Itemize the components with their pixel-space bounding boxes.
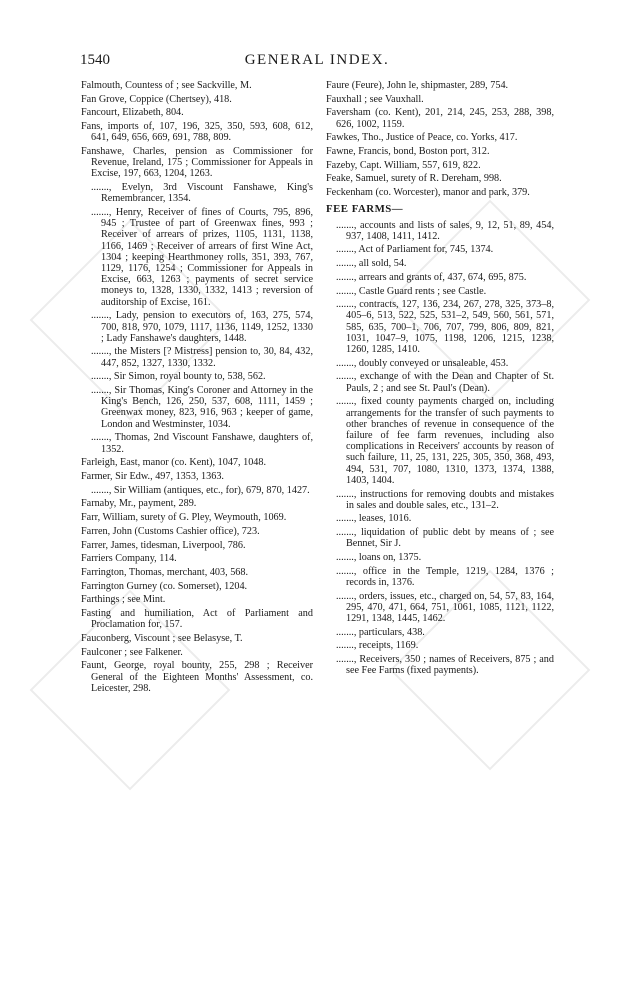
index-entry: ......., loans on, 1375.: [336, 552, 422, 564]
index-entry: ......., Evelyn, 3rd Viscount Fanshawe, King's Remembrancer, 1354.: [91, 182, 313, 205]
index-entry: ......., all sold, 54.: [336, 258, 407, 270]
page-title: GENERAL INDEX.: [244, 52, 390, 68]
index-entry: ......., liquidation of public debt by means of ; see Bennet, Sir J.: [336, 527, 554, 550]
index-entry: Faversham (co. Kent), 201, 214, 245, 253, 288, 398, 626, 1002, 1159.: [326, 107, 554, 130]
index-entry: ......., fixed county payments charged on, including arrangements for the transfer of such payments to other branches of revenue in consequence of the failure of fee farm revenues, including also complications in Receivers' accounts by reason of such failure, 11, 25, 131, 225, 305, 350, 368, 493, 494, 531, 707, 1080, 1310, 1373, 1374, 1388, 1403, 1404.: [336, 396, 554, 486]
index-entry: ......., Act of Parliament for, 745, 1374.: [336, 244, 494, 256]
index-entry: Faunt, George, royal bounty, 255, 298 ; Receiver General of the Eighteen Months' Assessment, co. Leicester, 298.: [81, 660, 313, 694]
index-entry: Farthings ; see Mint.: [81, 594, 166, 606]
index-entry: Farr, William, surety of G. Pley, Weymouth, 1069.: [81, 512, 287, 524]
index-entry: ......., doubly conveyed or unsaleable, 453.: [336, 357, 509, 369]
index-entry: Fawkes, Tho., Justice of Peace, co. Yorks, 417.: [326, 132, 518, 144]
index-entry: Farriers Company, 114.: [81, 553, 177, 565]
index-entry: Fanshawe, Charles, pension as Commissioner for Revenue, Ireland, 175 ; Commissioner for Appeals in Excise, 197, 663, 1204, 1263.: [81, 146, 313, 180]
index-entry: ......., instructions for removing doubts and mistakes in sales and double sales, etc., 131–2.: [336, 488, 554, 511]
index-entry: Farrer, James, tidesman, Liverpool, 786.: [81, 539, 246, 551]
index-entry: ......., Sir Thomas, King's Coroner and Attorney in the King's Bench, 126, 250, 537, 608, 1111, 1459 ; Greenwax money, 823, 916, 963 ; keeper of game, London and Westminster, 1034.: [91, 385, 313, 430]
index-entry: ......., arrears and grants of, 437, 674, 695, 875.: [336, 271, 527, 283]
index-entry: Fazeby, Capt. William, 557, 619, 822.: [326, 159, 481, 171]
index-entry: ......., Receivers, 350 ; names of Receivers, 875 ; and see Fee Farms (fixed payments).: [336, 654, 554, 677]
index-entry: Farmer, Sir Edw., 497, 1353, 1363.: [81, 471, 224, 482]
right-entries-section: [326, 220, 554, 677]
index-entry: ......., particulars, 438.: [336, 626, 425, 638]
index-entry: ......., Sir William (antiques, etc., for), 679, 870, 1427.: [91, 484, 310, 496]
right-entries-top: [326, 80, 554, 198]
index-entry: ......., the Misters [? Mistress] pension to, 30, 84, 432, 447, 852, 1327, 1330, 1332.: [91, 346, 313, 369]
index-entry: Farren, John (Customs Cashier office), 723.: [81, 525, 260, 537]
index-entry: ......., leases, 1016.: [336, 513, 412, 525]
index-entry: Farnaby, Mr., payment, 289.: [81, 498, 197, 510]
left-column: [81, 80, 313, 696]
index-entry: ......., exchange of with the Dean and Chapter of St. Pauls, 2 ; and see St. Paul's (Dean).: [336, 371, 554, 394]
index-entry: Faulconer ; see Falkener.: [81, 646, 183, 658]
index-entry: Fancourt, Elizabeth, 804.: [81, 107, 184, 119]
page-header: [80, 52, 554, 74]
index-entry: Fawne, Francis, bond, Boston port, 312.: [326, 146, 490, 158]
index-entry: Farleigh, East, manor (co. Kent), 1047, 1048.: [81, 457, 267, 469]
index-entry: Fauconberg, Viscount ; see Belasyse, T.: [81, 632, 243, 644]
index-entry: ......., receipts, 1169.: [336, 640, 419, 652]
index-entry: Faure (Feure), John le, shipmaster, 289, 754.: [326, 80, 509, 91]
index-entry: ......., accounts and lists of sales, 9, 12, 51, 89, 454, 937, 1408, 1411, 1412.: [336, 219, 554, 242]
index-entry: Falmouth, Countess of ; see Sackville, M.: [81, 80, 252, 91]
index-entry: ......., orders, issues, etc., charged on, 54, 57, 83, 164, 295, 470, 471, 664, 751, 1061, 1085, 1121, 1122, 1291, 1348, 1445, 1462.: [336, 590, 554, 625]
index-entry: Feake, Samuel, surety of R. Dereham, 998.: [326, 173, 502, 185]
index-entry: Fan Grove, Coppice (Chertsey), 418.: [81, 93, 232, 105]
right-column: [326, 80, 554, 679]
index-entry: ......., Henry, Receiver of fines of Courts, 795, 896, 945 ; Trustee of part of Greenwax fines, 993 ; Receiver of arrears of prizes, 1105, 1131, 1138, 1166, 1469 ; Receiver of arrears of first Wine Act, 1304 ; keeping Hearthmoney rolls, 351, 393, 767, 1129, 1176, 1254 ; Commissioner for Appeals in Excise, 663, 1263 ; payments of secret service moneys to, 1328, 1330, 1332, 1413 ; reversion of auditorship of Excise, 161.: [91, 207, 313, 308]
index-entry: ......., Lady, pension to executors of, 163, 275, 574, 700, 818, 970, 1079, 1117, 1136, 1149, 1252, 1330 ; Lady Fanshawe's daughters, 1448.: [91, 310, 313, 344]
index-entry: ......., contracts, 127, 136, 234, 267, 278, 325, 373–8, 405–6, 513, 522, 525, 531–2, 549, 560, 561, 571, 585, 635, 700–1, 706, 707, 799, 806, 809, 821, 1031, 1047–9, 1075, 1198, 1206, 1215, 1238, 1260, 1285, 1410.: [336, 299, 554, 356]
index-entry: Farrington Gurney (co. Somerset), 1204.: [81, 580, 248, 592]
index-entry: ......., Sir Simon, royal bounty to, 538, 562.: [91, 371, 266, 383]
index-entry: ......., office in the Temple, 1219, 1284, 1376 ; records in, 1376.: [336, 565, 554, 588]
index-entry: Fauxhall ; see Vauxhall.: [326, 93, 424, 105]
index-entry: Fasting and humiliation, Act of Parliament and Proclamation for, 157.: [81, 608, 313, 631]
page-number: 1540: [80, 52, 110, 68]
section-heading: FEE FARMS—: [326, 203, 404, 216]
index-entry: Feckenham (co. Worcester), manor and park, 379.: [326, 187, 530, 199]
index-entry: Fans, imports of, 107, 196, 325, 350, 593, 608, 612, 641, 649, 656, 669, 691, 788, 809.: [81, 121, 313, 144]
index-entry: Farrington, Thomas, merchant, 403, 568.: [81, 566, 249, 578]
index-entry: ......., Castle Guard rents ; see Castle.: [336, 285, 487, 297]
index-entry: ......., Thomas, 2nd Viscount Fanshawe, daughters of, 1352.: [91, 432, 313, 455]
